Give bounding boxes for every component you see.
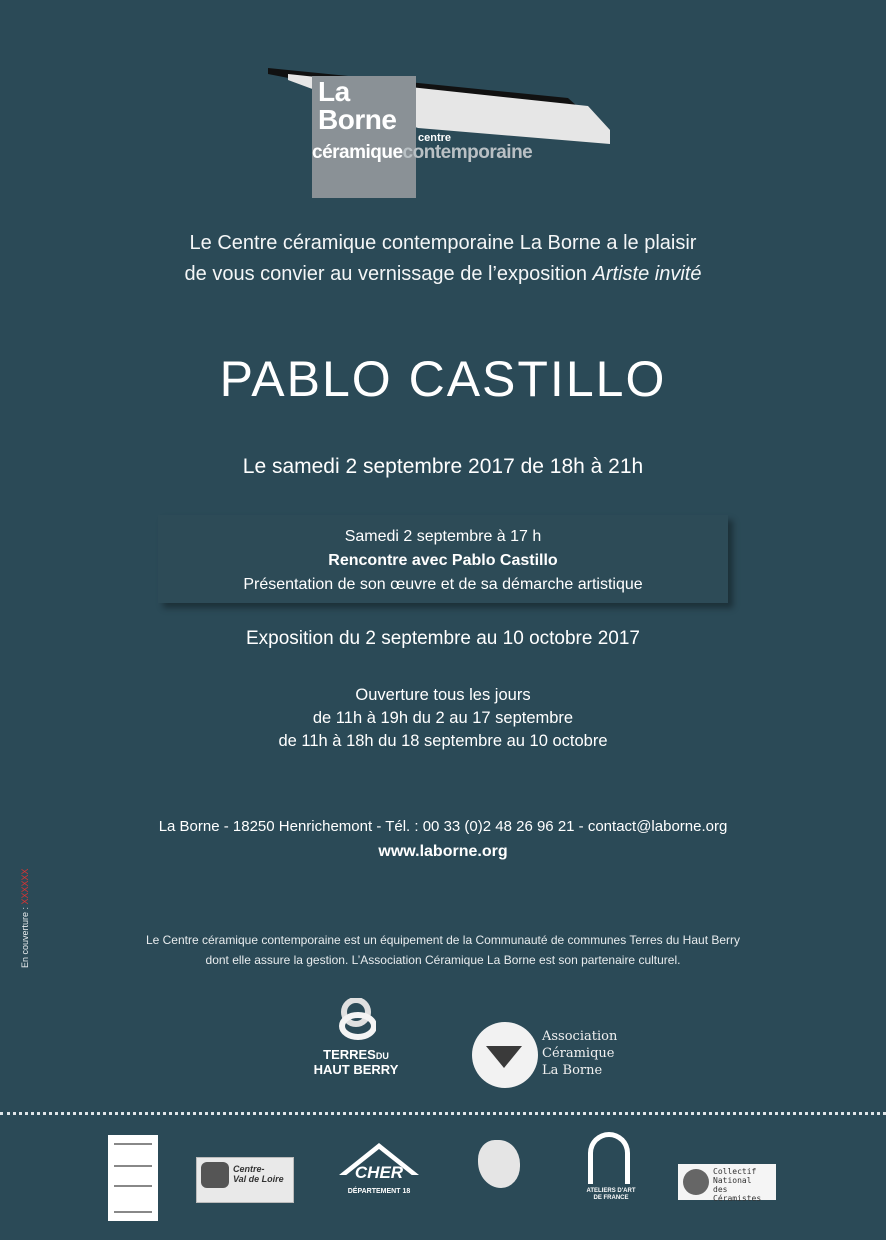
legal-line-2: dont elle assure la gestion. L’Association Céramique La Borne est son partenaire culturel. <box>205 953 681 967</box>
opening-date: Le samedi 2 septembre 2017 de 18h à 21h <box>242 455 644 478</box>
cover-credit-label: En couverture : <box>20 904 30 968</box>
ateliers-art-france-logo <box>578 1132 644 1206</box>
cher-word: CHER <box>354 1163 404 1182</box>
terres-du: DU <box>375 1051 389 1061</box>
cover-credit <box>20 868 30 968</box>
intro-line-1: Le Centre céramique contemporaine La Borne a le plaisir <box>189 232 697 254</box>
terres-haut-berry: HAUT BERRY <box>313 1062 399 1077</box>
terres-text <box>306 1048 406 1077</box>
legal-line-1: Le Centre céramique contemporaine est un équipement de la Communauté de communes Terres du Haut Berry <box>145 933 741 947</box>
dotted-divider <box>0 1112 886 1115</box>
assoc-line-3: La Borne <box>542 1063 603 1078</box>
logo-borne: Borne <box>318 104 397 135</box>
exhibition-name: Artiste invité <box>592 263 702 285</box>
invitation-intro <box>0 228 886 290</box>
terres-du-haut-berry-logo <box>306 998 406 1083</box>
cher-departement-logo <box>333 1143 425 1203</box>
association-text <box>542 1028 617 1079</box>
meeting-title: Rencontre avec Pablo Castillo <box>328 552 558 569</box>
association-disk-icon <box>472 1022 538 1088</box>
legal-notice <box>0 930 886 970</box>
opening-hours <box>0 684 886 753</box>
meeting-desc: Présentation de son œuvre et de sa démarche artistique <box>243 576 643 593</box>
logo-centre: centre <box>418 132 452 144</box>
logo-bar <box>114 1143 152 1145</box>
swirl-shape <box>336 998 376 1042</box>
region-centre-logo <box>196 1157 294 1203</box>
assoc-line-1: Association <box>542 1029 618 1044</box>
arc-icon <box>588 1132 630 1184</box>
cover-credit-value: XXXXXX <box>20 868 30 905</box>
website-link[interactable]: www.laborne.org <box>378 843 508 860</box>
collectif-ceramistes-logo <box>678 1164 776 1203</box>
logo-bar <box>114 1185 152 1187</box>
region-name: Centre- Val de Loire <box>233 1164 284 1184</box>
collectif-text: Collectif National des Céramistes <box>713 1167 762 1203</box>
intro-line-2-text: de vous convier au vernissage de l’exposition <box>184 263 587 285</box>
logo-ceramique: céramique <box>312 142 403 163</box>
terres-word: TERRES <box>323 1047 376 1062</box>
logo-contemporaine: contemporaine <box>402 142 533 163</box>
hours-line-2: de 11h à 19h du 2 au 17 septembre <box>312 709 574 727</box>
heart-icon <box>201 1162 229 1188</box>
la-borne-logo <box>268 60 618 170</box>
logo-la: La <box>318 76 350 107</box>
meeting-when: Samedi 2 septembre à 17 h <box>344 528 542 545</box>
culture-ministry-logo <box>470 1138 528 1204</box>
ateliers-text: ATELIERS D'ART DE FRANCE <box>586 1188 636 1201</box>
assoc-line-2: Céramique <box>542 1046 615 1061</box>
logo-bar <box>114 1211 152 1213</box>
intro-line-2 <box>0 259 886 290</box>
swirl-icon <box>336 998 376 1042</box>
face-icon <box>478 1140 520 1188</box>
meeting-box <box>158 515 728 603</box>
hours-line-3: de 11h à 18h du 18 septembre au 10 octobre <box>278 732 608 750</box>
association-ceramique-logo <box>472 1022 618 1090</box>
contact-info: La Borne - 18250 Henrichemont - Tél. : 00 33 (0)2 48 26 96 21 - contact@laborne.org <box>158 818 728 835</box>
logo-ceramique-contemporaine <box>312 142 532 164</box>
hexagon-icon <box>683 1169 709 1195</box>
cher-dept: DÉPARTEMENT 18 <box>347 1188 411 1195</box>
triangle-icon <box>486 1046 522 1068</box>
logo-bar <box>114 1165 152 1167</box>
prefet-region-logo <box>108 1135 158 1221</box>
hours-line-1: Ouverture tous les jours <box>355 686 531 704</box>
artist-name: PABLO CASTILLO <box>219 351 667 407</box>
exhibition-dates: Exposition du 2 septembre au 10 octobre 2017 <box>246 628 640 649</box>
